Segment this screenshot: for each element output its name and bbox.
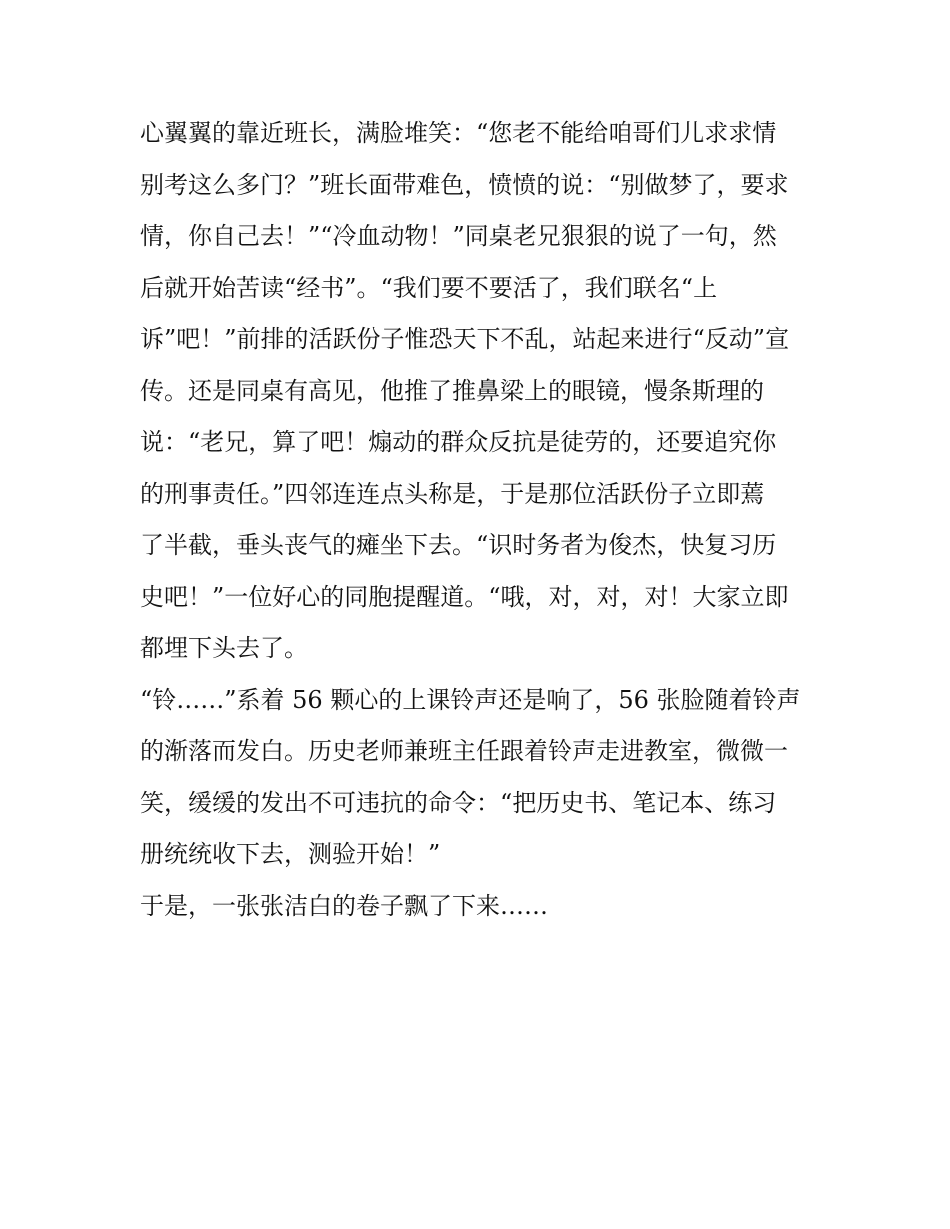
text-line: 传。还是同桌有高见，他推了推鼻梁上的眼镜，慢条斯理的	[140, 376, 764, 405]
text-line: 史吧！”一位好心的同胞提醒道。“哦，对，对，对！大家立即	[140, 582, 789, 611]
text-line: 的渐落而发白。历史老师兼班主任跟着铃声走进教室，微微一	[140, 737, 788, 765]
text-line: “铃……”系着 56 颗心的上课铃声还是响了，56 张脸随着铃声	[140, 685, 801, 714]
body-text	[140, 108, 820, 932]
text-line: 的刑事责任。”四邻连连点头称是，于是那位活跃份子立即蔫	[140, 479, 765, 508]
text-line: 都埋下头去了。	[140, 634, 308, 662]
text-line: 笑，缓缓的发出不可违抗的命令：“把历史书、笔记本、练习	[140, 788, 777, 817]
text-line: 情，你自己去！”“冷血动物！”同桌老兄狠狠的说了一句，然	[140, 222, 777, 250]
text-line: 别考这么多门？”班长面带难色，愤愤的说：“别做梦了，要求	[140, 170, 789, 199]
text-line: 了半截，垂头丧气的瘫坐下去。“识时务者为俊杰，快复习历	[140, 531, 777, 559]
text-line: 后就开始苦读“经书”。“我们要不要活了，我们联名“上	[140, 273, 718, 302]
text-line: 于是，一张张洁白的卷子飘了下来……	[140, 891, 548, 920]
text-line: 册统统收下去，测验开始！”	[140, 840, 441, 868]
text-line: 心翼翼的靠近班长，满脸堆笑：“您老不能给咱哥们儿求求情	[140, 119, 777, 147]
text-line: 诉”吧！”前排的活跃份子惟恐天下不乱，站起来进行“反动”宣	[140, 325, 790, 353]
text-line: 说：“老兄，算了吧！煽动的群众反抗是徒劳的，还要追究你	[140, 428, 777, 456]
